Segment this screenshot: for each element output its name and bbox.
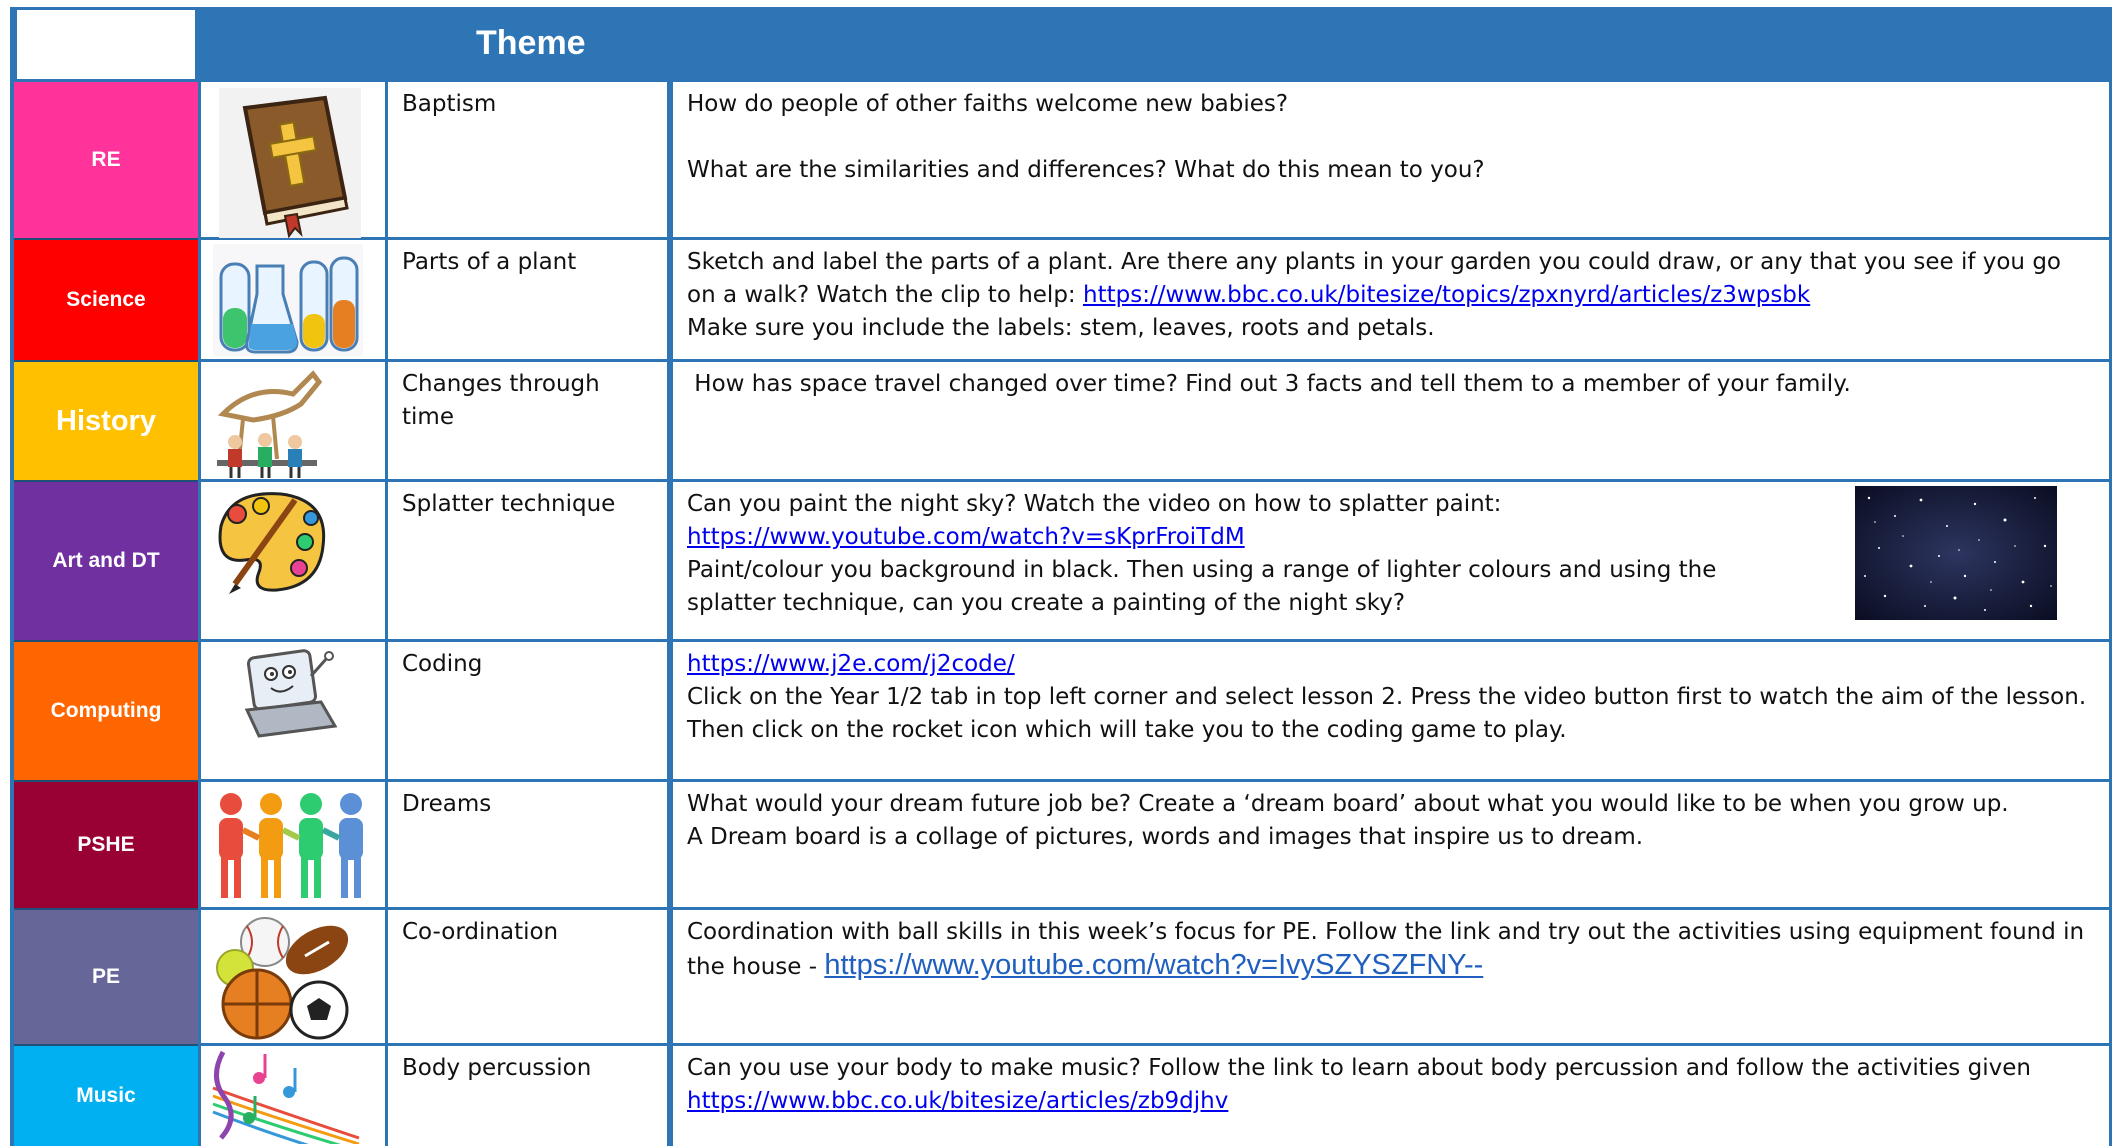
dinosaur-museum-icon (213, 364, 323, 480)
task-text: What would your dream future job be? Create a ‘dream board’ about what you would like to be when you grow up. (687, 791, 2009, 817)
header-title: Theme (476, 24, 586, 62)
image-cell-science (198, 240, 388, 362)
task-cell-computing (670, 642, 2112, 782)
task-cell-pshe (670, 782, 2112, 910)
task-text: How do people of other faiths welcome new babies? (687, 91, 1289, 117)
subject-cell-science: Science (14, 240, 198, 362)
night-sky-image (1855, 486, 2057, 620)
task-link[interactable]: https://www.youtube.com/watch?v=sKprFroiTdM (687, 524, 1245, 550)
subject-cell-re: RE (14, 82, 198, 240)
task-text: Make sure you include the labels: stem, leaves, roots and petals. (687, 315, 1435, 341)
music-notes-icon (209, 1048, 369, 1144)
task-text: What are the similarities and differences? What do this mean to you? (687, 157, 1485, 183)
subject-cell-computing: Computing (14, 642, 198, 782)
test-tubes-icon (213, 244, 363, 356)
paint-palette-icon (211, 486, 331, 594)
theme-cell-pe: Co-ordination (388, 910, 670, 1046)
task-link[interactable]: https://www.j2e.com/j2code/ (687, 651, 1015, 677)
bible-icon (215, 88, 365, 238)
image-cell-history (198, 362, 388, 482)
image-cell-pe (198, 910, 388, 1046)
theme-cell-music: Body percussion (388, 1046, 670, 1146)
task-cell-art-and-dt (670, 482, 2112, 642)
header-blank-cell (14, 7, 198, 82)
task-cell-history (670, 362, 2112, 482)
image-cell-re (198, 82, 388, 240)
task-text: Sketch and label the parts of a plant. Are there any plants in your garden you could draw, or any that you see if you go on a walk? Watch the clip to help: (687, 249, 2061, 308)
laptop-character-icon (241, 646, 341, 742)
task-text: How has space travel changed over time? Find out 3 facts and tell them to a member of your family. (687, 371, 1851, 397)
task-link[interactable]: https://www.youtube.com/watch?v=IvySZYSZFNY-- (824, 949, 1484, 981)
image-cell-pshe (198, 782, 388, 910)
task-cell-science (670, 240, 2112, 362)
people-holding-hands-icon (211, 790, 375, 902)
subject-cell-pshe: PSHE (14, 782, 198, 910)
task-link[interactable]: https://www.bbc.co.uk/bitesize/articles/zb9djhv (687, 1088, 1229, 1114)
task-text: Coordination with ball skills in this week’s focus for PE. Follow the link and try out the activities using equipment found in the house - (687, 919, 2085, 980)
task-link[interactable]: https://www.bbc.co.uk/bitesize/topics/zpxnyrd/articles/z3wpsbk (1083, 282, 1811, 308)
task-text: Can you paint the night sky? Watch the video on how to splatter paint: (687, 491, 1502, 517)
theme-cell-history: Changes through time (388, 362, 670, 482)
subject-cell-art-and-dt: Art and DT (14, 482, 198, 642)
subject-cell-history: History (14, 362, 198, 482)
sports-balls-icon (213, 912, 353, 1042)
task-cell-pe (670, 910, 2112, 1046)
image-cell-art-and-dt (198, 482, 388, 642)
task-text: A Dream board is a collage of pictures, words and images that inspire us to dream. (687, 824, 1644, 850)
theme-cell-re: Baptism (388, 82, 670, 240)
task-text: Can you use your body to make music? Follow the link to learn about body percussion and follow the activities given (687, 1055, 2031, 1081)
task-text: Paint/colour you background in black. Then using a range of lighter colours and using the splatter technique, can you create a painting of the night sky? (687, 557, 1717, 616)
image-cell-computing (198, 642, 388, 782)
image-cell-music (198, 1046, 388, 1146)
theme-cell-science: Parts of a plant (388, 240, 670, 362)
task-cell-music (670, 1046, 2112, 1146)
subject-cell-music: Music (14, 1046, 198, 1146)
theme-cell-computing: Coding (388, 642, 670, 782)
theme-cell-pshe: Dreams (388, 782, 670, 910)
task-text: Click on the Year 1/2 tab in top left corner and select lesson 2. Press the video button first to watch the aim of the lesson. Then click on the rocket icon which will take you to the coding game to play. (687, 684, 2087, 743)
theme-cell-art-and-dt: Splatter technique (388, 482, 670, 642)
task-cell-re (670, 82, 2112, 240)
subject-cell-pe: PE (14, 910, 198, 1046)
